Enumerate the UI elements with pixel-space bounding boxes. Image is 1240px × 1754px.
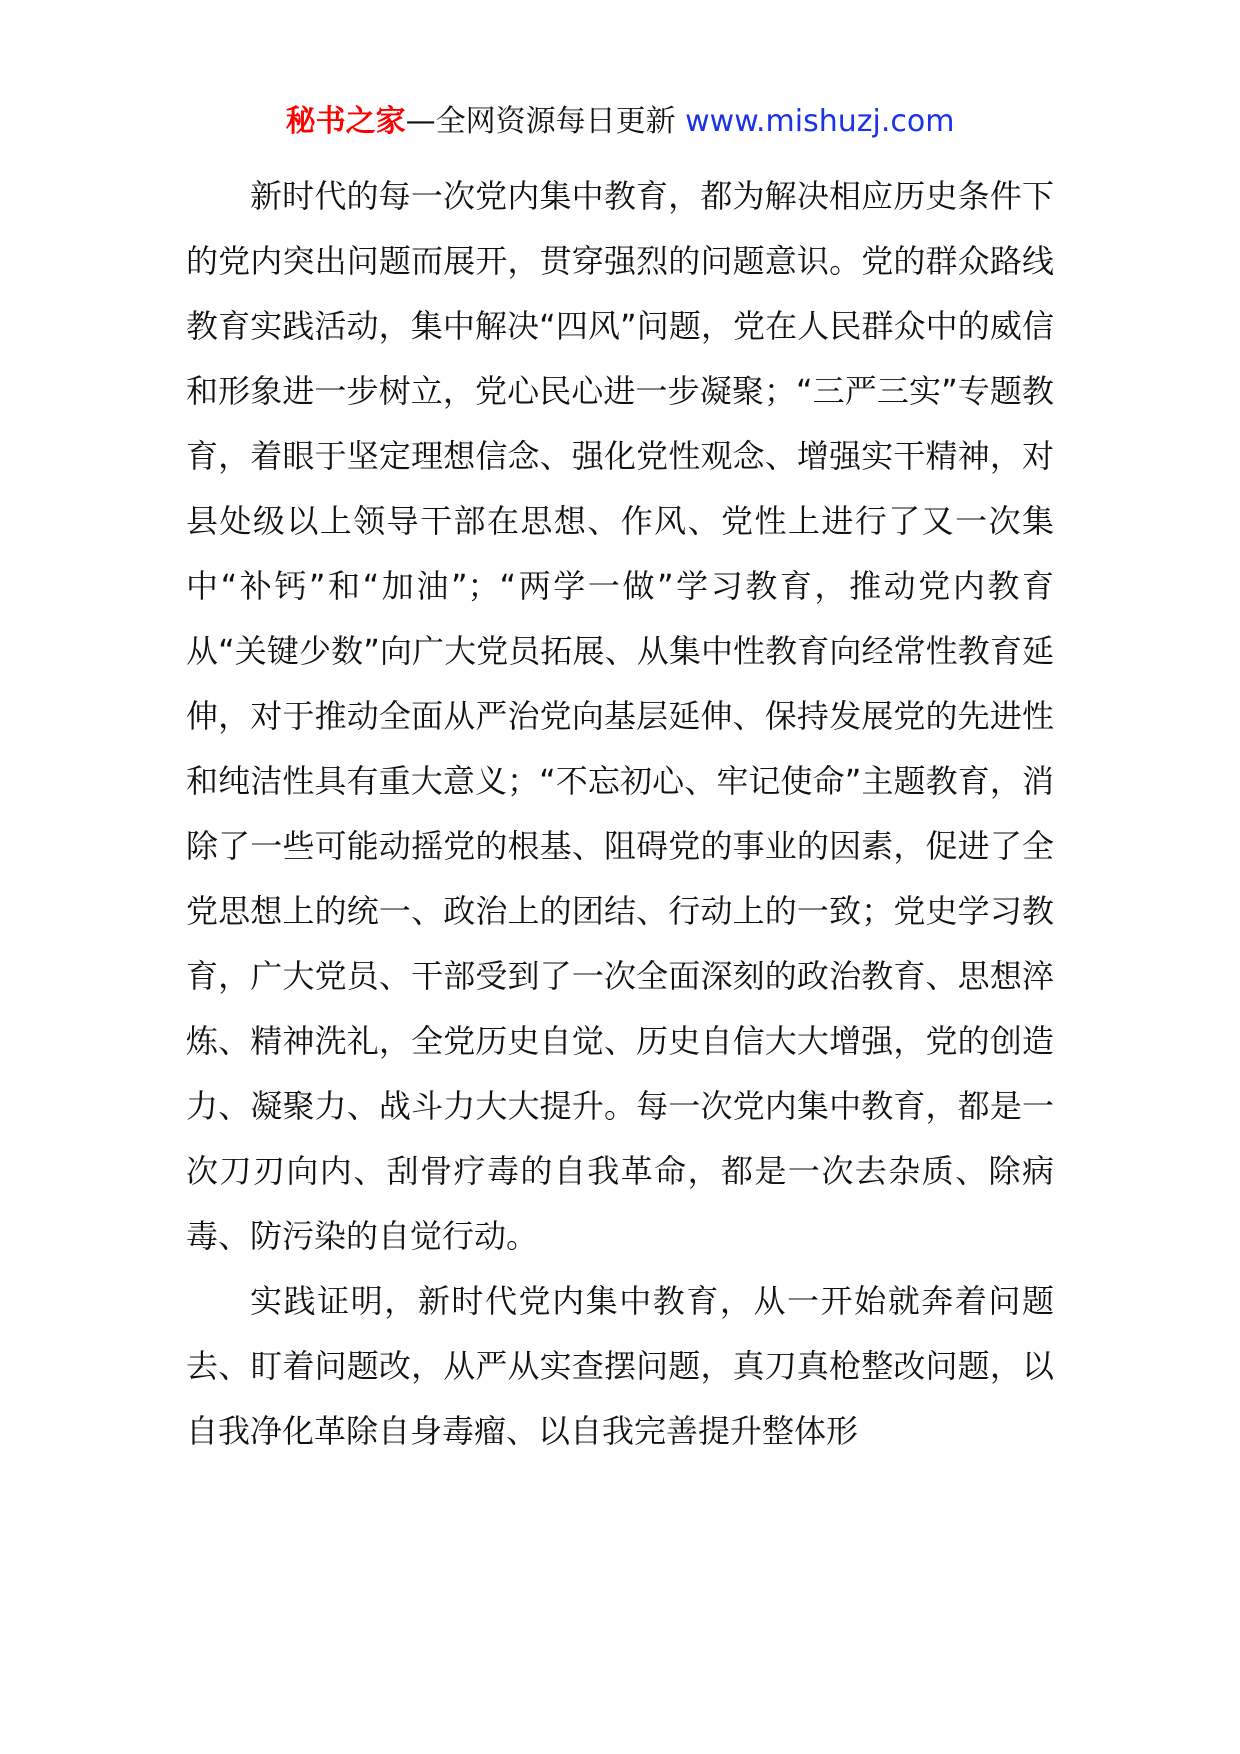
brand-name: 秘书之家 (285, 104, 406, 139)
site-url-link[interactable]: www.mishuzj.com (685, 104, 955, 139)
paragraph-2: 实践证明，新时代党内集中教育，从一开始就奔着问题去、盯着问题改，从严从实查摆问题，真刀真枪整改问题，以自我净化革除自身毒瘤、以自我完善提升整体形 (186, 1282, 1054, 1450)
document-body (186, 164, 1054, 1464)
header-tagline: —全网资源每日更新 (405, 104, 676, 139)
paragraph-1: 新时代的每一次党内集中教育，都为解决相应历史条件下的党内突出问题而展开，贯穿强烈的问题意识。党的群众路线教育实践活动，集中解决“四风”问题，党在人民群众中的威信和形象进一步树立，党心民心进一步凝聚；“三严三实”专题教育，着眼于坚定理想信念、强化党性观念、增强实干精神，对县处级以上领导干部在思想、作风、党性上进行了又一次集中“补钙”和“加油”；“两学一做”学习教育，推动党内教育从“关键少数”向广大党员拓展、从集中性教育向经常性教育延伸，对于推动全面从严治党向基层延伸、保持发展党的先进性和纯洁性具有重大意义；“不忘初心、牢记使命”主题教育，消除了一些可能动摇党的根基、阻碍党的事业的因素，促进了全党思想上的统一、政治上的团结、行动上的一致；党史学习教育，广大党员、干部受到了一次全面深刻的政治教育、思想淬炼、精神洗礼，全党历史自觉、历史自信大大增强，党的创造力、凝聚力、战斗力大大提升。每一次党内集中教育，都是一次刀刃向内、刮骨疗毒的自我革命，都是一次去杂质、除病毒、防污染的自觉行动。 (186, 177, 1054, 1255)
page-header (0, 100, 1240, 144)
